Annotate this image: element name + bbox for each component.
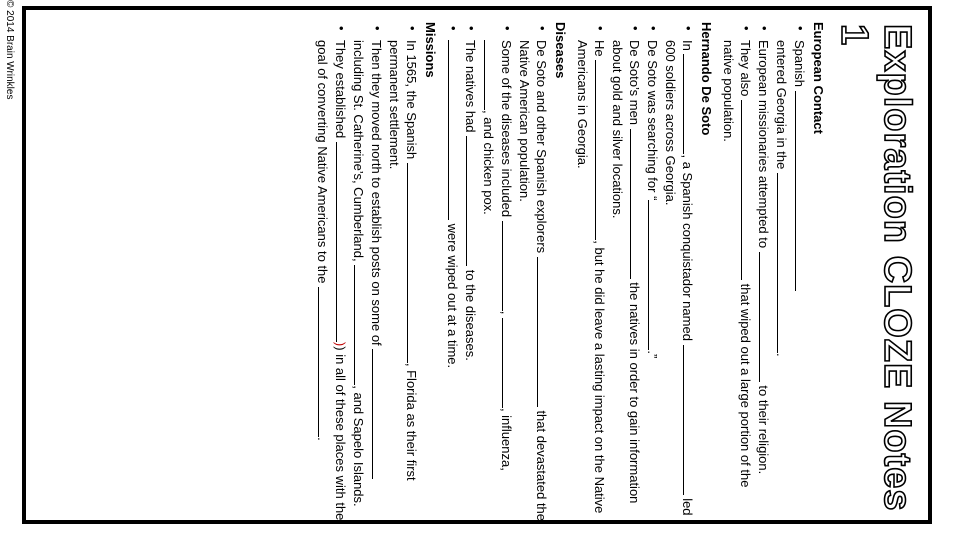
- blank-line[interactable]: [630, 129, 644, 279]
- blank-line[interactable]: [683, 54, 697, 154]
- copyright-text: © 2014 Brain Wrinkles: [4, 0, 15, 100]
- diseases-list: [444, 22, 551, 522]
- list-item: • They established )) in all of these places with the goal of converting Native Americans to the .: [314, 40, 350, 522]
- list-item: • He , but he did leave a lasting impact on the Native Americans in Georgia.: [574, 40, 609, 522]
- missions-list: [314, 22, 421, 522]
- blank-line[interactable]: [502, 221, 516, 311]
- list-item: • Spanish entered Georgia in the .: [773, 40, 809, 522]
- blank-line[interactable]: [759, 252, 773, 382]
- notes-sheet: [30, 12, 930, 527]
- copyright-note: [0, 0, 18, 130]
- blank-line[interactable]: [336, 142, 350, 342]
- blank-line[interactable]: [354, 265, 368, 385]
- section-heading-missions: Missions: [423, 22, 438, 78]
- blank-line[interactable]: [795, 91, 809, 291]
- blank-line[interactable]: [502, 318, 516, 408]
- blank-line[interactable]: [777, 173, 791, 353]
- desoto-list: [574, 22, 697, 522]
- blank-line[interactable]: [648, 200, 662, 350]
- blank-line[interactable]: [407, 163, 421, 363]
- list-item: • They also that wiped out a large portion of the native population.: [720, 40, 755, 522]
- blank-line[interactable]: [537, 257, 551, 407]
- blank-line[interactable]: [484, 40, 498, 110]
- blank-line[interactable]: [318, 287, 332, 437]
- list-item: • In , a Spanish conquistador named led 600 soldiers across Georgia.: [662, 40, 697, 522]
- section-heading-desoto: Hernando De Soto: [699, 22, 714, 136]
- list-item: • De Soto and other Spanish explorers that devastated the Native American population.: [516, 40, 551, 522]
- list-item: • The natives had to the diseases.: [462, 40, 480, 522]
- list-item: • were wiped out at a time.: [444, 40, 462, 522]
- list-item: • In 1565, the Spanish , Florida as their first permanent settlement.: [386, 40, 421, 522]
- page-title: Exploration CLOZE Notes 1: [833, 24, 918, 512]
- european-list: [720, 22, 809, 522]
- blank-line[interactable]: [741, 100, 755, 280]
- section-heading-european: European Contact: [811, 22, 826, 134]
- list-item: • European missionaries attempted to to their religion.: [755, 40, 773, 522]
- list-item: • Then they moved north to establish posts on some of including St. Catherine’s, Cumberland, , and Sapelo Islands.: [350, 40, 386, 522]
- section-heading-diseases: Diseases: [553, 22, 568, 79]
- blank-line[interactable]: [466, 136, 480, 266]
- blank-line[interactable]: [595, 60, 609, 240]
- list-item: • Some of the diseases included , , influenza, , and chicken pox.: [480, 40, 516, 522]
- blank-line[interactable]: [683, 345, 697, 495]
- blank-line[interactable]: [372, 349, 386, 479]
- blank-line[interactable]: [448, 40, 462, 220]
- red-parenthesis: ): [333, 341, 348, 347]
- list-item: • De Soto was searching for “.”: [644, 40, 662, 522]
- list-item: • De Soto’s men the natives in order to gain information about gold and silver locations.: [609, 40, 644, 522]
